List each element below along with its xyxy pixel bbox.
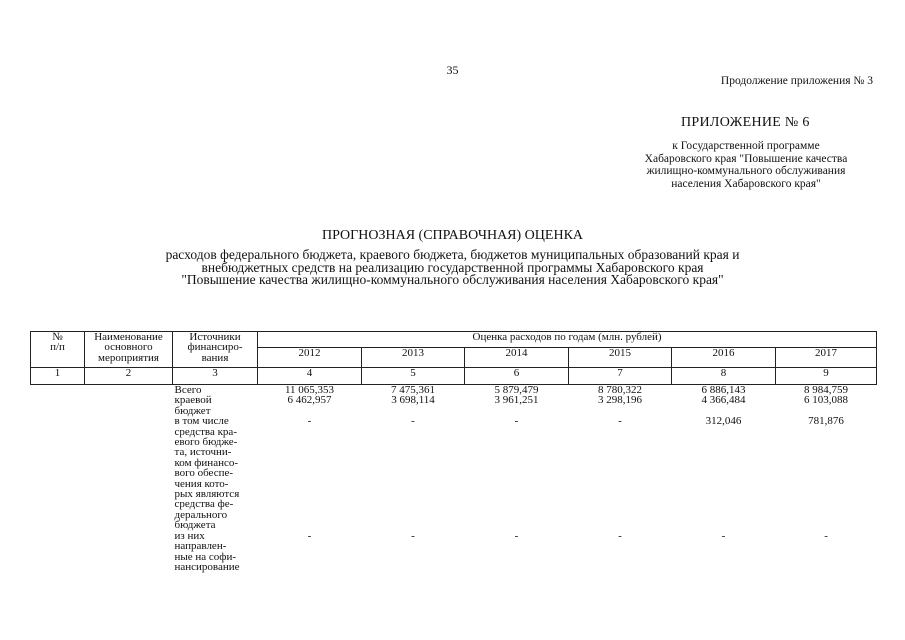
- row-number-cell: [31, 395, 85, 416]
- header-expenditure-group: Оценка расходов по годам (млн. рублей): [258, 332, 877, 348]
- value-cell: -: [514, 415, 519, 428]
- source-line: ком финансо-: [174, 456, 239, 469]
- row-number-cell: [31, 416, 85, 530]
- header-year: 2012: [258, 348, 362, 368]
- appendix-subtitle: [610, 140, 882, 190]
- value-cell: 11 065,353: [284, 384, 335, 396]
- column-number: 8: [672, 368, 776, 385]
- value-cell: -: [514, 529, 519, 542]
- source-line: бюджета: [174, 519, 216, 532]
- source-line: нансирование: [174, 560, 240, 573]
- appendix-subtitle-line: Хабаровского края "Повышение качества: [644, 152, 848, 165]
- row-source-cell: [173, 416, 258, 530]
- source-line: направлен-: [174, 540, 227, 553]
- value-cell: 3 298,196: [598, 394, 642, 407]
- value-cell: -: [721, 529, 726, 542]
- header-number-line: п/п: [50, 341, 65, 354]
- continuation-note: Продолжение приложения № 3: [720, 75, 873, 87]
- subheading-line: "Повышение качества жилищно-коммунального обслуживания населения Хабаровского края": [181, 272, 724, 288]
- table-row: [31, 395, 877, 416]
- value-cell: 781,876: [808, 415, 844, 428]
- expenditure-estimate-table: [30, 331, 877, 572]
- value-cell: 312,046: [705, 415, 742, 428]
- source-line: вого обеспе-: [174, 467, 234, 480]
- value-cell: 7 475,361: [391, 384, 435, 396]
- subheading-line: внебюджетных средств на реализацию государственной программы Хабаровского края: [201, 259, 704, 275]
- header-name-line: мероприятия: [98, 351, 159, 364]
- row-activity-cell: [85, 395, 173, 416]
- header-year: 2013: [362, 348, 465, 368]
- appendix-subtitle-line: к Государственной программе: [672, 140, 820, 152]
- value-cell: -: [307, 415, 312, 428]
- row-source-cell: [173, 395, 258, 416]
- table-row: [31, 385, 877, 396]
- value-cell: 8 984,759: [804, 384, 849, 396]
- column-number: 7: [569, 368, 672, 385]
- header-number: [31, 332, 85, 368]
- source-line: в том числе: [174, 415, 229, 428]
- header-year: 2015: [569, 348, 672, 368]
- header-number-line: №: [52, 331, 63, 343]
- table-row: [31, 531, 877, 573]
- header-funding-source: [173, 332, 258, 368]
- source-line: та, источни-: [174, 446, 232, 459]
- source-line: из них: [174, 529, 205, 542]
- value-cell: -: [824, 529, 828, 542]
- column-number: 2: [85, 368, 173, 385]
- appendix-subtitle-line: жилищно-коммунального обслуживания: [646, 165, 846, 178]
- source-line: чения кото-: [174, 477, 229, 490]
- document-heading: ПРОГНОЗНАЯ (СПРАВОЧНАЯ) ОЦЕНКА: [321, 228, 584, 243]
- header-source-line: финансиро-: [187, 341, 243, 354]
- source-line: рых являются: [174, 488, 240, 501]
- column-number: 5: [362, 368, 465, 385]
- value-cell: 5 879,479: [494, 384, 539, 396]
- value-cell: -: [307, 529, 312, 542]
- source-line: евого бюдже-: [174, 436, 238, 449]
- appendix-title: ПРИЛОЖЕНИЕ № 6: [681, 115, 810, 130]
- value-cell: 3 698,114: [391, 394, 435, 407]
- source-line: бюджет: [174, 404, 211, 417]
- value-cell: 8 780,322: [598, 384, 642, 396]
- value-cell: 6 462,957: [287, 394, 332, 407]
- row-activity-cell: [85, 416, 173, 530]
- header-name-line: основного: [104, 341, 153, 354]
- source-line: ные на софи-: [174, 550, 236, 563]
- value-cell: -: [411, 415, 415, 428]
- value-cell: -: [618, 415, 622, 428]
- value-cell: -: [411, 529, 415, 542]
- column-number: 1: [31, 368, 85, 385]
- source-line: дерального: [174, 508, 228, 521]
- source-line: средства кра-: [174, 425, 237, 438]
- header-year: 2014: [465, 348, 569, 368]
- document-subheading: [0, 249, 905, 287]
- header-activity-name: [85, 332, 173, 368]
- source-line: Всего: [174, 384, 202, 396]
- column-number: 6: [465, 368, 569, 385]
- row-activity-cell: [85, 531, 173, 573]
- header-source-line: Источники: [189, 331, 241, 343]
- header-name-line: Наименование: [94, 331, 163, 343]
- row-source-cell: [173, 531, 258, 573]
- value-cell: 6 886,143: [701, 384, 746, 396]
- column-number-row: [31, 368, 877, 385]
- row-number-cell: [31, 531, 85, 573]
- subheading-line: расходов федерального бюджета, краевого бюджета, бюджетов муниципальных образований края и: [165, 247, 740, 262]
- header-year: 2017: [776, 348, 877, 368]
- column-number: 4: [258, 368, 362, 385]
- value-cell: 4 366,484: [701, 394, 746, 407]
- column-number: 9: [776, 368, 877, 385]
- header-source-line: вания: [201, 351, 229, 364]
- column-number: 3: [173, 368, 258, 385]
- source-line: краевой: [174, 394, 212, 407]
- row-number-cell: [31, 385, 85, 396]
- page-number: 35: [446, 63, 459, 77]
- header-year: 2016: [672, 348, 776, 368]
- source-line: средства фе-: [174, 498, 234, 511]
- value-cell: 3 961,251: [494, 394, 539, 407]
- value-cell: -: [618, 529, 622, 542]
- appendix-subtitle-line: населения Хабаровского края": [671, 177, 821, 190]
- row-activity-cell: [85, 385, 173, 396]
- value-cell: 6 103,088: [804, 394, 849, 407]
- table-row: [31, 416, 877, 530]
